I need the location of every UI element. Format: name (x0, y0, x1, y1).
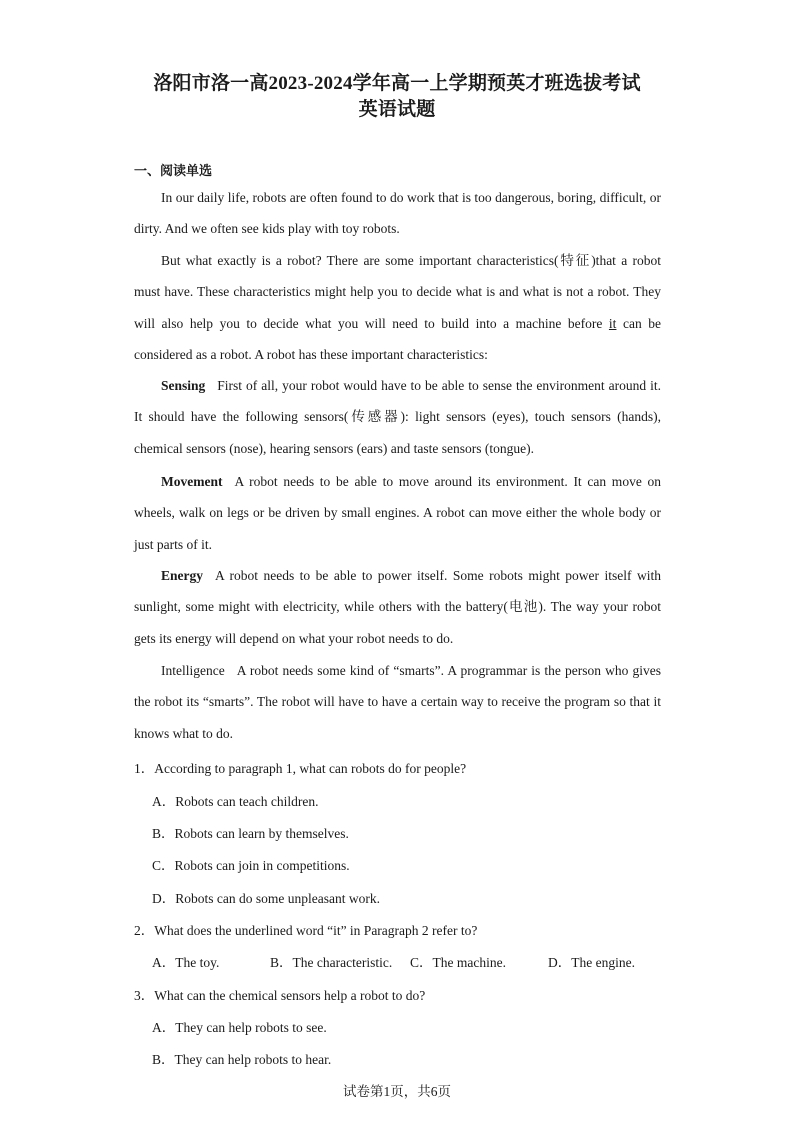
paragraph-2-text-a: But what exactly is a robot? There are some important characteristics(特征)that a robot must have. These characteristics might help you to decide what is and what is not a robot. They will also help you to decide what you will need to build into a machine before (134, 253, 661, 331)
intelligence-text: A robot needs some kind of “smarts”. A programmar is the person who gives the robot its “smarts”. The robot will have to have a certain way to receive the program so that it knows what to do. (134, 663, 661, 741)
question-1-stem: 1．According to paragraph 1, what can robots do for people? (134, 761, 467, 776)
passage-paragraph-sensing (134, 370, 661, 464)
passage-paragraph-2 (134, 245, 661, 371)
question-1-option-b[interactable]: B．Robots can learn by themselves. (152, 826, 349, 841)
movement-text: A robot needs to be able to move around its environment. It can move on wheels, walk on legs or be driven by small engines. A robot can move either the whole body or just parts of it. (134, 474, 661, 552)
passage-paragraph-movement (134, 466, 661, 560)
question-1-option-a[interactable]: A．Robots can teach children. (152, 794, 319, 809)
page-footer: 试卷第1页，共6页 (343, 1084, 451, 1099)
energy-text: A robot needs to be able to power itself. Some robots might power itself with sunlight, some might with electricity, while others with the battery(电池). The way your robot gets its energy will depend on what your robot needs to do. (134, 568, 661, 646)
term-intelligence: Intelligence (161, 663, 225, 678)
question-1-option-c[interactable]: C．Robots can join in competitions. (152, 858, 350, 873)
passage-paragraph-energy (134, 560, 661, 654)
term-sensing: Sensing (161, 378, 206, 393)
section-heading: 一、阅读单选 (134, 163, 213, 178)
exam-subtitle: 英语试题 (358, 99, 436, 120)
question-2-option-a[interactable]: A．The toy. (152, 955, 220, 970)
question-1-option-d[interactable]: D．Robots can do some unpleasant work. (152, 891, 380, 906)
passage-paragraph-1: In our daily life, robots are often found to do work that is too dangerous, boring, difficult, or dirty. And we often see kids play with toy robots. (134, 190, 661, 237)
question-3-stem: 3．What can the chemical sensors help a robot to do? (134, 988, 426, 1003)
term-energy: Energy (161, 568, 203, 583)
exam-title: 洛阳市洛一高2023-2024学年高一上学期预英才班选拔考试 (153, 73, 641, 94)
question-2-option-b[interactable]: B．The characteristic. (270, 955, 393, 970)
question-3-option-b[interactable]: B．They can help robots to hear. (152, 1052, 332, 1067)
question-2-option-c[interactable]: C．The machine. (410, 955, 506, 970)
question-2-option-d[interactable]: D．The engine. (548, 955, 635, 970)
term-movement: Movement (161, 474, 223, 489)
sensing-text: First of all, your robot would have to be able to sense the environment around it. It should have the following sensors(传感器): light sensors (eyes), touch sensors (hands), chemical sensors (nose), hearing sensors (ears) and taste sensors (tongue). (134, 378, 661, 456)
question-3-option-a[interactable]: A．They can help robots to see. (152, 1020, 327, 1035)
passage-paragraph-intelligence (134, 655, 661, 749)
question-2-stem: 2．What does the underlined word “it” in Paragraph 2 refer to? (134, 923, 478, 938)
paragraph-2-text-b: can be considered as a robot. A robot has these important characteristics: (134, 315, 661, 363)
underlined-word-it: it (608, 315, 617, 331)
